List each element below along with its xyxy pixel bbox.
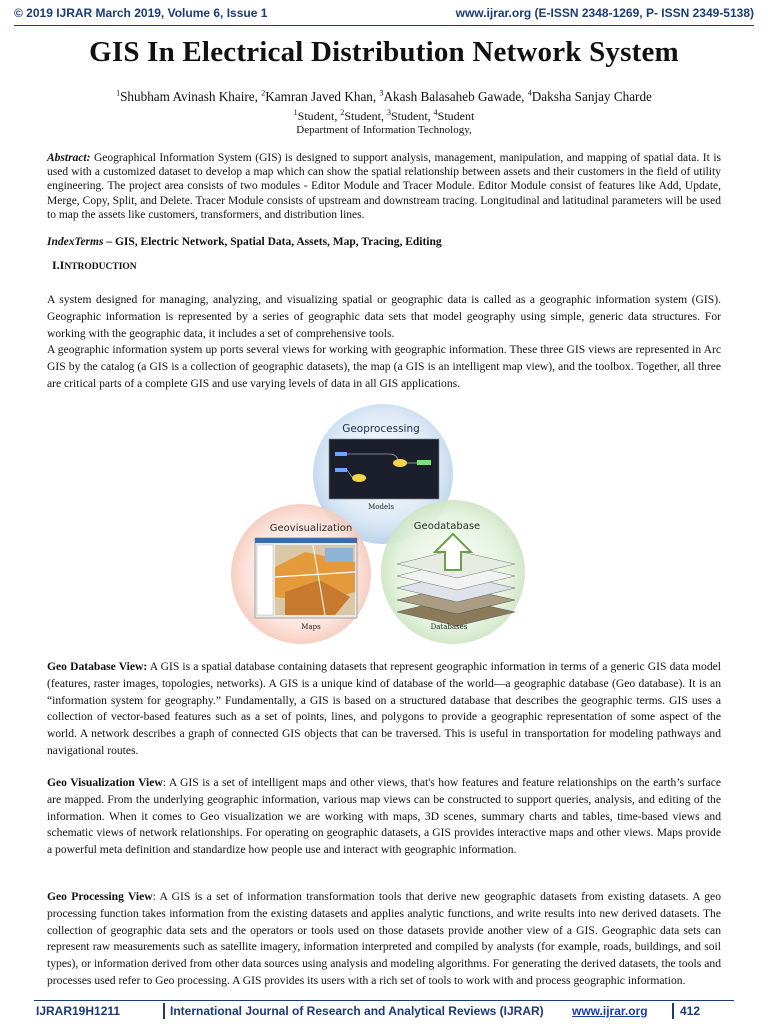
models-label: Models	[368, 503, 394, 511]
geo-processing-view-paragraph	[47, 889, 721, 990]
paper-title: GIS In Electrical Distribution Network System	[89, 36, 679, 68]
paper-code: IJRAR19H1211	[36, 1004, 121, 1018]
geoprocessing-label: Geoprocessing	[342, 423, 420, 435]
role-affil-4: 4	[433, 108, 438, 117]
journal-issue-info: © 2019 IJRAR March 2019, Volume 6, Issue 1	[14, 6, 268, 20]
author-3: Akash Balasaheb Gawade,	[383, 89, 528, 104]
running-header	[14, 6, 754, 24]
footer-separator	[163, 1003, 165, 1019]
geovisualization-label: Geovisualization	[269, 523, 353, 534]
abstract-label: Abstract:	[47, 152, 91, 164]
section-title-rest: NTRODUCTION	[64, 262, 137, 272]
section-heading-introduction	[52, 258, 137, 273]
gis-views-figure	[225, 402, 555, 646]
introduction-body	[47, 292, 721, 393]
index-terms-label: IndexTerms	[47, 236, 104, 248]
header-divider	[14, 25, 754, 26]
role-4: Student	[437, 109, 475, 123]
abstract-text: Geographical Information System (GIS) is designed to support analysis, management, manipulation, and mapping of spatial data. It is used with a customized dataset to develop a map which can show the spatial relationship between assets and their customers in the field of utility engineering. The project area consists of two modules - Editor Module and Tracer Module. Editor Module consist of features like Add, Update, Merge, Copy, Split, and Delete. Tracer Module consists of upstream and downstream tracing. Longitudinal and latitudinal parameters will be used to map the assets like customers, transformers, and distribution lines.	[47, 152, 721, 221]
role-affil-2: 2	[340, 108, 345, 117]
index-terms-text: – GIS, Electric Network, Spatial Data, Assets, Map, Tracing, Editing	[103, 236, 442, 248]
role-affil-1: 1	[293, 108, 298, 117]
role-1: Student,	[297, 109, 341, 123]
author-list	[0, 89, 768, 105]
geo-visualization-view-text: : A GIS is a set of intelligent maps and other views, that's how features and feature relationships on the earth’s surface are mapped. From the underlying geographic information, various map views can be constructed to support queries, analysis, and editing of the information. When it comes to Geo visualization we are working with maps, 3D scenes, summary charts and tables, time-based views and schematic views of network relationships. For operating on geographic datasets, a GIS provides interactive maps and other views. Maps provide a powerful meta definition and standardize how people use and interact with geographic information.	[47, 776, 721, 857]
journal-name: International Journal of Research and Analytical Reviews (IJRAR)	[170, 1004, 544, 1018]
author-affil-1: 1	[116, 88, 121, 98]
journal-website-link[interactable]: www.ijrar.org	[572, 1004, 648, 1018]
geo-processing-view-label: Geo Processing View	[47, 890, 153, 903]
abstract	[47, 151, 721, 222]
author-4: Daksha Sanjay Charde	[531, 89, 652, 104]
intro-paragraph-2: A geographic information system up ports several views for working with geographic information. These three GIS views are represented in Arc GIS by the catalog (a GIS is a collection of geographic datasets), the map (a GIS is an intelligent map view), and the toolbox. Together, all three are critical parts of a complete GIS and use varying levels of data in all GIS applications.	[47, 343, 721, 390]
author-1: Shubham Avinash Khaire,	[120, 89, 262, 104]
role-3: Student,	[391, 109, 434, 123]
page-number: 412	[680, 1004, 701, 1018]
section-number: I.	[52, 258, 60, 272]
author-affil-2: 2	[261, 88, 266, 98]
author-affil-4: 4	[527, 88, 532, 98]
geo-visualization-view-label: Geo Visualization View	[47, 776, 163, 789]
page-footer	[34, 1001, 734, 1021]
journal-issn-info: www.ijrar.org (E-ISSN 2348-1269, P- ISSN 2349-5138)	[455, 6, 754, 20]
index-terms	[47, 236, 721, 248]
geo-database-view-text: A GIS is a spatial database containing datasets that represent geographic information in terms of a generic GIS data model (features, raster images, topologies, networks). A GIS is a unique kind of database of the world—a geographic database (Geo database). It is an “information system for geography.” Fundamentally, a GIS is based on a structured database that describes the geographic terms. GIS uses a collection of vector-based features such as a set of points, lines, and polygons to provide a geographic representation of some aspect of the world. A network describes a graph of connected GIS objects that can be traversed. This is useful in transportation for modeling pathways and navigational routes.	[47, 660, 721, 757]
author-roles	[0, 109, 768, 124]
geo-processing-view-text: : A GIS is a set of information transformation tools that derive new geographic datasets from existing datasets. A geo processing function takes information from the existing datasets and applies analytic functions, and write results into new derived datasets. The collection of geographic data sets and the operators or tools used on those datasets provide another view of a GIS. Geographic data sets can represent raw measurements such as satellite imagery, information interpreted and compiled by analysts (for example, roads, buildings, and soil types), or information derived from other data sources using analysis and modeling algorithms. For generating the derived datasets, the tools and processes used refer to Geo processing. A GIS provides its users with a rich set of tools to work with and process geographic information.	[47, 890, 722, 987]
geo-visualization-view-paragraph	[47, 775, 721, 859]
author-2: Kamran Javed Khan,	[265, 89, 380, 104]
author-affil-3: 3	[379, 88, 384, 98]
intro-paragraph-1: A system designed for managing, analyzing, and visualizing spatial or geographic data is called as a geographic information system (GIS). Geographic information is represented by a series of geographic data sets that model geography using simple, generic data structures. For working with the geographic data, it includes a set of comprehensive tools.	[47, 293, 721, 340]
geodatabase-label: Geodatabase	[413, 521, 481, 532]
maps-screenshot	[255, 538, 357, 618]
databases-label: Databases	[430, 623, 468, 631]
department: Department of Information Technology,	[296, 124, 472, 136]
role-2: Student,	[344, 109, 387, 123]
footer-separator-2	[672, 1003, 674, 1019]
maps-label: Maps	[301, 623, 321, 631]
geo-database-view-label: Geo Database View:	[47, 660, 148, 673]
section-first-letter: I	[59, 258, 65, 272]
geo-database-view-paragraph	[47, 659, 721, 760]
role-affil-3: 3	[387, 108, 391, 117]
